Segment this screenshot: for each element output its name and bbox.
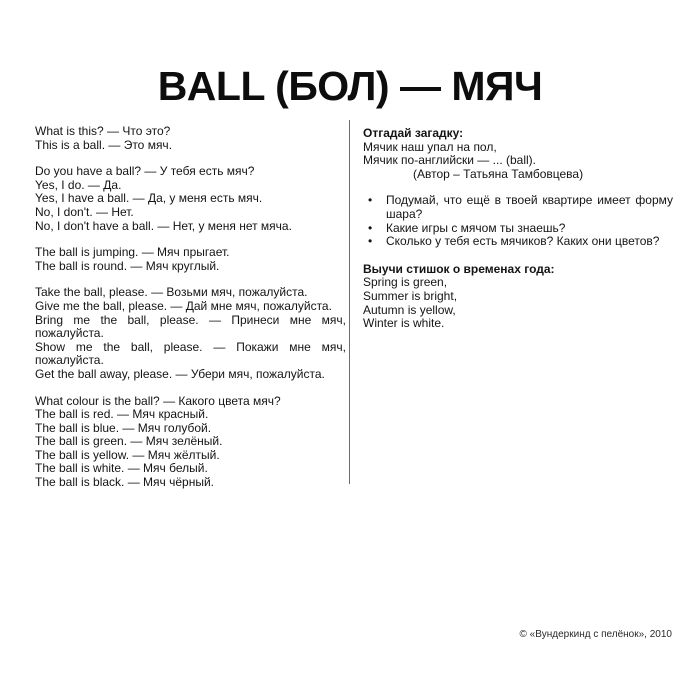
bullet-icon: • <box>368 220 373 235</box>
phrase-group-do-you-have <box>35 165 346 233</box>
phrase-group-what-is-this <box>35 125 346 152</box>
riddle-line: Мячик наш упал на пол, <box>363 139 497 154</box>
phrase-line: What is this? — Что это? <box>35 124 171 138</box>
phrase-line: What colour is the ball? — Какого цвета мяч? <box>35 393 281 408</box>
phrase-line: No, I don't. — Нет. <box>35 204 134 219</box>
phrase-line: The ball is blue. — Мяч голубой. <box>35 420 212 435</box>
list-item <box>363 194 673 221</box>
phrase-line: Show me the ball, please. — Покажи мне мяч, пожалуйста. <box>35 339 346 368</box>
phrase-line: This is a ball. — Это мяч. <box>35 137 173 152</box>
question-text: Подумай, что ещё в твоей квартире имеет форму шара? <box>386 193 673 221</box>
left-column <box>35 125 346 490</box>
phrase-line: Yes, I do. — Да. <box>35 177 122 192</box>
questions-list <box>363 194 673 248</box>
copyright-line: © «Вундеркинд с пелёнок», 2010 <box>519 629 672 640</box>
question-text: Сколько у тебя есть мячиков? Каких они цветов? <box>386 234 660 249</box>
right-column <box>363 127 673 331</box>
question-text: Какие игры с мячом ты знаешь? <box>386 220 566 235</box>
column-divider <box>349 120 350 484</box>
phrase-line: The ball is black. — Мяч чёрный. <box>35 475 215 490</box>
bullet-icon: • <box>368 193 373 208</box>
phrase-line: Get the ball away, please. — Убери мяч, пожалуйста. <box>35 366 325 381</box>
phrase-group-colours <box>35 395 346 490</box>
phrase-line: The ball is yellow. — Мяч жёлтый. <box>35 447 220 462</box>
phrase-group-commands <box>35 286 346 381</box>
poem-line: Spring is green, <box>363 275 448 290</box>
riddle-line: Мячик по-английски — ... (ball). <box>363 153 536 168</box>
phrase-line: Bring me the ball, please. — Принеси мне мяч, пожалуйста. <box>35 312 346 341</box>
list-item <box>363 235 673 249</box>
phrase-line: The ball is jumping. — Мяч прыгает. <box>35 245 230 260</box>
phrase-line: Yes, I have a ball. — Да, у меня есть мяч. <box>35 191 263 206</box>
riddle-heading: Отгадай загадку: <box>363 126 464 140</box>
riddle-block <box>363 127 673 181</box>
page-title: BALL (БОЛ) — МЯЧ <box>157 63 543 109</box>
phrase-line: Take the ball, please. — Возьми мяч, пожалуйста. <box>35 285 308 300</box>
phrase-line: Do you have a ball? — У тебя есть мяч? <box>35 164 255 179</box>
poem-line: Summer is bright, <box>363 288 458 303</box>
phrase-line: The ball is red. — Мяч красный. <box>35 407 209 422</box>
poem-heading: Выучи стишок о временах года: <box>363 261 555 276</box>
bullet-icon: • <box>368 234 373 249</box>
poem-line: Winter is white. <box>363 316 445 331</box>
phrase-line: The ball is white. — Мяч белый. <box>35 461 208 476</box>
riddle-author: (Автор – Татьяна Тамбовцева) <box>413 166 584 181</box>
poem-block <box>363 263 673 331</box>
phrase-line: Give me the ball, please. — Дай мне мяч, пожалуйста. <box>35 298 332 313</box>
phrase-group-ball-is <box>35 246 346 273</box>
phrase-line: No, I don't have a ball. — Нет, у меня нет мяча. <box>35 218 292 233</box>
list-item <box>363 222 673 236</box>
phrase-line: The ball is green. — Мяч зелёный. <box>35 434 223 449</box>
poem-line: Autumn is yellow, <box>363 302 456 317</box>
phrase-line: The ball is round. — Мяч круглый. <box>35 258 220 273</box>
